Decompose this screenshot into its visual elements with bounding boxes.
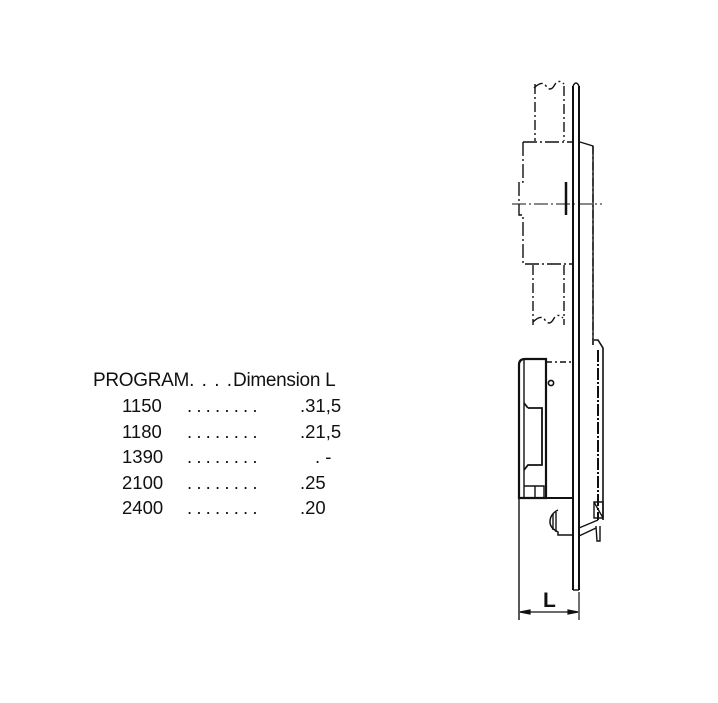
lower-bolt-outline — [533, 265, 564, 325]
dimension-value: . - — [315, 446, 332, 467]
header-leader-dots: . . . . — [189, 370, 234, 391]
dimension-value: .21,5 — [300, 420, 342, 442]
dimension-value: .25 — [300, 471, 326, 493]
program-value: 1390 — [122, 446, 164, 467]
leader-dots: ........ — [187, 471, 262, 493]
rear-strip — [579, 142, 603, 541]
upper-bolt-outline — [534, 81, 564, 141]
leader-dots: ........ — [187, 497, 262, 518]
leader-dots: ........ — [187, 395, 262, 416]
program-value: 2100 — [122, 471, 164, 493]
dimension-value: .20 — [300, 497, 326, 518]
leader-dots: ........ — [187, 446, 262, 467]
lock-body — [519, 359, 572, 620]
program-value: 2400 — [122, 497, 164, 518]
dimension-l-label: L — [543, 589, 556, 612]
program-column-header: PROGRAM — [93, 370, 190, 391]
faceplate — [573, 83, 579, 590]
program-value: 1150 — [122, 395, 162, 416]
dimension-value: .31,5 — [300, 395, 342, 416]
leader-dots: ........ — [187, 420, 262, 442]
dimension-column-header: Dimension L — [233, 370, 336, 391]
latch-case-outline — [519, 142, 572, 264]
program-value: 1180 — [122, 420, 162, 442]
